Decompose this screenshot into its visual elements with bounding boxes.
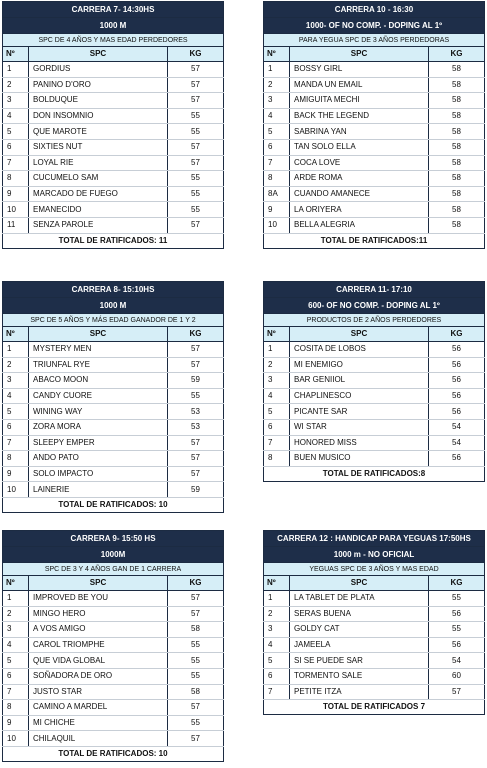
horse-name: JUSTO STAR [29, 684, 168, 700]
total-ratified: TOTAL DE RATIFICADOS:11 [264, 233, 485, 248]
weight-kg: 54 [429, 653, 485, 669]
total-ratified: TOTAL DE RATIFICADOS: 10 [3, 497, 224, 512]
table-row [264, 202, 485, 218]
horse-name: LAINERIE [29, 482, 168, 498]
weight-kg: 58 [429, 186, 485, 202]
weight-kg: 58 [429, 77, 485, 93]
entry-number: 10 [3, 482, 29, 498]
race-card [263, 530, 485, 715]
horse-name: TRIUNFAL RYE [29, 357, 168, 373]
entry-number: 9 [3, 466, 29, 482]
weight-kg: 54 [429, 435, 485, 451]
horse-name: LA TABLET DE PLATA [290, 591, 429, 607]
weight-kg: 57 [167, 451, 223, 467]
weight-kg: 56 [429, 388, 485, 404]
entry-number: 4 [3, 388, 29, 404]
horse-name: CHAPLINESCO [290, 388, 429, 404]
entry-number: 2 [3, 77, 29, 93]
weight-kg: 58 [429, 217, 485, 233]
horse-name: WINING WAY [29, 404, 168, 420]
table-row [264, 653, 485, 669]
entry-number: 6 [264, 419, 290, 435]
weight-kg: 56 [429, 373, 485, 389]
column-header-kg: KG [429, 576, 485, 591]
weight-kg: 57 [168, 591, 224, 607]
entry-number: 4 [3, 637, 29, 653]
horse-name: MARCADO DE FUEGO [29, 186, 168, 202]
horse-name: BUEN MUSICO [290, 451, 429, 467]
total-ratified: TOTAL DE RATIFICADOS:8 [264, 466, 485, 481]
weight-kg: 58 [429, 62, 485, 78]
entry-number: 7 [3, 155, 29, 171]
race-card [2, 1, 224, 249]
table-row [264, 684, 485, 700]
table-row [3, 419, 224, 435]
entry-number: 3 [3, 373, 29, 389]
horse-name: SENZA PAROLE [29, 217, 168, 233]
table-row [264, 155, 485, 171]
weight-kg: 57 [167, 435, 223, 451]
horse-name: SABRINA YAN [290, 124, 429, 140]
weight-kg: 55 [167, 202, 223, 218]
table-row [264, 93, 485, 109]
weight-kg: 57 [167, 93, 223, 109]
table-row [3, 171, 224, 187]
horse-name: BAR GENIIOL [290, 373, 429, 389]
entry-number: 3 [3, 622, 29, 638]
horse-name: EMANECIDO [29, 202, 168, 218]
column-header-kg: KG [167, 47, 223, 62]
table-row [3, 606, 224, 622]
table-row [264, 606, 485, 622]
weight-kg: 56 [429, 404, 485, 420]
entry-number: 7 [264, 684, 290, 700]
weight-kg: 58 [429, 171, 485, 187]
horse-name: SERAS BUENA [290, 606, 429, 622]
table-row [264, 591, 485, 607]
table-row [264, 77, 485, 93]
weight-kg: 55 [167, 186, 223, 202]
race-condition: PARA YEGUA SPC DE 3 AÑOS PERDEDORAS [264, 34, 485, 47]
table-row [264, 404, 485, 420]
entry-number: 8 [3, 451, 29, 467]
column-header-number: Nº [3, 327, 29, 342]
column-header-number: Nº [3, 576, 29, 591]
weight-kg: 58 [429, 155, 485, 171]
race-card [2, 530, 224, 762]
entry-number: 3 [264, 373, 290, 389]
table-row [264, 637, 485, 653]
column-header-spc: SPC [290, 47, 429, 62]
table-row [264, 357, 485, 373]
weight-kg: 55 [168, 668, 224, 684]
horse-name: GORDIUS [29, 62, 168, 78]
weight-kg: 57 [167, 342, 223, 358]
weight-kg: 57 [167, 466, 223, 482]
horse-name: CANDY CUORE [29, 388, 168, 404]
table-row [3, 653, 224, 669]
weight-kg: 57 [167, 77, 223, 93]
table-row [3, 62, 224, 78]
race-table [263, 1, 485, 249]
race-condition: PRODUCTOS DE 2 AÑOS PERDEDORES [264, 314, 485, 327]
table-row [3, 202, 224, 218]
horse-name: BOSSY GIRL [290, 62, 429, 78]
weight-kg: 55 [167, 108, 223, 124]
column-header-kg: KG [429, 47, 485, 62]
table-row [264, 668, 485, 684]
column-header-kg: KG [429, 327, 485, 342]
horse-name: ZORA MORA [29, 419, 168, 435]
column-header-number: Nº [264, 47, 290, 62]
table-row [3, 404, 224, 420]
entry-number: 2 [264, 357, 290, 373]
weight-kg: 55 [429, 622, 485, 638]
horse-name: MANDA UN EMAIL [290, 77, 429, 93]
horse-name: PETITE ITZA [290, 684, 429, 700]
horse-name: BOLDUQUE [29, 93, 168, 109]
horse-name: TAN SOLO ELLA [290, 139, 429, 155]
horse-name: PANINO D'ORO [29, 77, 168, 93]
entry-number: 6 [3, 668, 29, 684]
horse-name: GOLDY CAT [290, 622, 429, 638]
table-row [264, 342, 485, 358]
weight-kg: 53 [167, 419, 223, 435]
horse-name: CAROL TRIOMPHE [29, 637, 168, 653]
table-row [264, 186, 485, 202]
race-distance: 1000 M [3, 298, 224, 314]
table-row [3, 715, 224, 731]
weight-kg: 54 [429, 419, 485, 435]
weight-kg: 57 [167, 62, 223, 78]
horse-name: SOÑADORA DE ORO [29, 668, 168, 684]
entry-number: 6 [264, 668, 290, 684]
horse-name: SI SE PUEDE SAR [290, 653, 429, 669]
entry-number: 1 [264, 62, 290, 78]
table-row [264, 108, 485, 124]
table-row [3, 373, 224, 389]
weight-kg: 58 [429, 139, 485, 155]
horse-name: PICANTE SAR [290, 404, 429, 420]
weight-kg: 58 [168, 684, 224, 700]
entry-number: 4 [264, 637, 290, 653]
entry-number: 7 [3, 684, 29, 700]
column-header-spc: SPC [290, 576, 429, 591]
entry-number: 1 [264, 591, 290, 607]
horse-name: DON INSOMNIO [29, 108, 168, 124]
horse-name: BACK THE LEGEND [290, 108, 429, 124]
table-row [3, 217, 224, 233]
horse-name: ARDE ROMA [290, 171, 429, 187]
table-row [264, 139, 485, 155]
weight-kg: 55 [167, 388, 223, 404]
table-row [3, 482, 224, 498]
race-distance: 1000 M [3, 18, 224, 34]
table-row [3, 77, 224, 93]
entry-number: 1 [264, 342, 290, 358]
race-condition: SPC DE 4 AÑOS Y MAS EDAD PERDEDORES [3, 34, 224, 47]
horse-name: COSITA DE LOBOS [290, 342, 429, 358]
horse-name: LA ORIYERA [290, 202, 429, 218]
entry-number: 5 [3, 124, 29, 140]
entry-number: 4 [264, 108, 290, 124]
entry-number: 8 [3, 171, 29, 187]
weight-kg: 57 [167, 139, 223, 155]
table-row [3, 466, 224, 482]
horse-name: SLEEPY EMPER [29, 435, 168, 451]
weight-kg: 56 [429, 357, 485, 373]
weight-kg: 57 [167, 155, 223, 171]
entry-number: 10 [264, 217, 290, 233]
column-header-spc: SPC [29, 576, 168, 591]
table-row [3, 357, 224, 373]
horse-name: BELLA ALEGRIA [290, 217, 429, 233]
entry-number: 5 [3, 404, 29, 420]
horse-name: HONORED MISS [290, 435, 429, 451]
entry-number: 1 [3, 591, 29, 607]
entry-number: 2 [264, 606, 290, 622]
entry-number: 3 [264, 622, 290, 638]
table-row [3, 451, 224, 467]
race-card [2, 281, 224, 513]
table-row [3, 124, 224, 140]
weight-kg: 59 [167, 373, 223, 389]
weight-kg: 59 [167, 482, 223, 498]
horse-name: ABACO MOON [29, 373, 168, 389]
table-row [264, 388, 485, 404]
table-row [264, 124, 485, 140]
column-header-number: Nº [264, 327, 290, 342]
entry-number: 2 [3, 606, 29, 622]
entry-number: 9 [3, 715, 29, 731]
horse-name: A VOS AMIGO [29, 622, 168, 638]
table-row [264, 435, 485, 451]
entry-number: 6 [264, 139, 290, 155]
table-row [3, 668, 224, 684]
race-table [2, 530, 224, 762]
weight-kg: 57 [167, 357, 223, 373]
weight-kg: 57 [167, 217, 223, 233]
weight-kg: 57 [168, 700, 224, 716]
entry-number: 5 [264, 124, 290, 140]
entry-number: 8 [264, 451, 290, 467]
column-header-spc: SPC [290, 327, 429, 342]
race-distance: 600- OF NO COMP. - DOPING AL 1º [264, 298, 485, 314]
table-row [264, 62, 485, 78]
table-row [3, 155, 224, 171]
race-title: CARRERA 7- 14:30HS [3, 2, 224, 18]
table-row [3, 139, 224, 155]
race-distance: 1000- OF NO COMP. - DOPING AL 1º [264, 18, 485, 34]
entry-number: 1 [3, 342, 29, 358]
race-condition: SPC DE 3 Y 4 AÑOS GAN DE 1 CARRERA [3, 563, 224, 576]
horse-name: MINGO HERO [29, 606, 168, 622]
entry-number: 6 [3, 419, 29, 435]
table-row [3, 108, 224, 124]
horse-name: TORMENTO SALE [290, 668, 429, 684]
weight-kg: 55 [168, 637, 224, 653]
horse-name: MI ENEMIGO [290, 357, 429, 373]
weight-kg: 55 [167, 171, 223, 187]
weight-kg: 58 [429, 202, 485, 218]
table-row [264, 451, 485, 467]
weight-kg: 58 [429, 93, 485, 109]
race-title: CARRERA 11- 17:10 [264, 282, 485, 298]
race-distance: 1000M [3, 547, 224, 563]
horse-name: QUE VIDA GLOBAL [29, 653, 168, 669]
race-table [263, 530, 485, 715]
total-ratified: TOTAL DE RATIFICADOS 7 [264, 700, 485, 715]
column-header-number: Nº [3, 47, 29, 62]
table-row [3, 591, 224, 607]
entry-number: 10 [3, 202, 29, 218]
race-title: CARRERA 10 - 16:30 [264, 2, 485, 18]
total-ratified: TOTAL DE RATIFICADOS: 11 [3, 233, 224, 248]
horse-name: IMPROVED BE YOU [29, 591, 168, 607]
weight-kg: 57 [168, 606, 224, 622]
table-row [3, 342, 224, 358]
race-title: CARRERA 8- 15:10HS [3, 282, 224, 298]
weight-kg: 60 [429, 668, 485, 684]
race-table [2, 1, 224, 249]
weight-kg: 55 [168, 653, 224, 669]
table-row [264, 217, 485, 233]
horse-name: QUE MAROTE [29, 124, 168, 140]
table-row [264, 622, 485, 638]
horse-name: JAMEELA [290, 637, 429, 653]
column-header-kg: KG [168, 576, 224, 591]
weight-kg: 56 [429, 606, 485, 622]
race-title: CARRERA 12 : HANDICAP PARA YEGUAS 17:50HS [264, 531, 485, 547]
weight-kg: 58 [429, 108, 485, 124]
entry-number: 2 [3, 357, 29, 373]
race-condition: SPC DE 5 AÑOS Y MÁS EDAD GANADOR DE 1 Y 2 [3, 314, 224, 327]
entry-number: 7 [3, 435, 29, 451]
entry-number: 5 [264, 653, 290, 669]
weight-kg: 55 [429, 591, 485, 607]
entry-number: 9 [264, 202, 290, 218]
horse-name: CAMINO A MARDEL [29, 700, 168, 716]
horse-name: CUCUMELO SAM [29, 171, 168, 187]
entry-number: 3 [264, 93, 290, 109]
horse-name: CUANDO AMANECE [290, 186, 429, 202]
table-row [3, 637, 224, 653]
horse-name: SOLO IMPACTO [29, 466, 168, 482]
table-row [264, 171, 485, 187]
horse-name: SIXTIES NUT [29, 139, 168, 155]
race-condition: YEGUAS SPC DE 3 AÑOS Y MAS EDAD [264, 563, 485, 576]
race-card [263, 281, 485, 482]
entry-number: 11 [3, 217, 29, 233]
entry-number: 1 [3, 62, 29, 78]
weight-kg: 57 [168, 731, 224, 747]
table-row [3, 435, 224, 451]
horse-name: LOYAL RIE [29, 155, 168, 171]
weight-kg: 57 [429, 684, 485, 700]
race-card [263, 1, 485, 249]
table-row [3, 622, 224, 638]
entry-number: 6 [3, 139, 29, 155]
entry-number: 8A [264, 186, 290, 202]
entry-number: 10 [3, 731, 29, 747]
entry-number: 3 [3, 93, 29, 109]
weight-kg: 58 [429, 124, 485, 140]
column-header-number: Nº [264, 576, 290, 591]
table-row [3, 700, 224, 716]
entry-number: 5 [3, 653, 29, 669]
horse-name: COCA LOVE [290, 155, 429, 171]
entry-number: 4 [264, 388, 290, 404]
column-header-spc: SPC [29, 327, 168, 342]
race-distance: 1000 m - NO OFICIAL [264, 547, 485, 563]
weight-kg: 58 [168, 622, 224, 638]
weight-kg: 53 [167, 404, 223, 420]
entry-number: 5 [264, 404, 290, 420]
entry-number: 7 [264, 435, 290, 451]
table-row [3, 731, 224, 747]
entry-number: 4 [3, 108, 29, 124]
horse-name: ANDO PATO [29, 451, 168, 467]
horse-name: WI STAR [290, 419, 429, 435]
total-ratified: TOTAL DE RATIFICADOS: 10 [3, 746, 224, 761]
horse-name: MI CHICHE [29, 715, 168, 731]
weight-kg: 56 [429, 637, 485, 653]
race-table [263, 281, 485, 482]
horse-name: CHILAQUIL [29, 731, 168, 747]
weight-kg: 56 [429, 342, 485, 358]
table-row [3, 93, 224, 109]
entry-number: 8 [3, 700, 29, 716]
weight-kg: 55 [168, 715, 224, 731]
entry-number: 7 [264, 155, 290, 171]
column-header-spc: SPC [29, 47, 168, 62]
table-row [264, 373, 485, 389]
entry-number: 9 [3, 186, 29, 202]
table-row [3, 186, 224, 202]
horse-name: AMIGUITA MECHI [290, 93, 429, 109]
entry-number: 8 [264, 171, 290, 187]
weight-kg: 55 [167, 124, 223, 140]
race-table [2, 281, 224, 513]
table-row [3, 684, 224, 700]
entry-number: 2 [264, 77, 290, 93]
table-row [264, 419, 485, 435]
table-row [3, 388, 224, 404]
horse-name: MYSTERY MEN [29, 342, 168, 358]
race-title: CARRERA 9- 15:50 HS [3, 531, 224, 547]
weight-kg: 56 [429, 451, 485, 467]
column-header-kg: KG [167, 327, 223, 342]
